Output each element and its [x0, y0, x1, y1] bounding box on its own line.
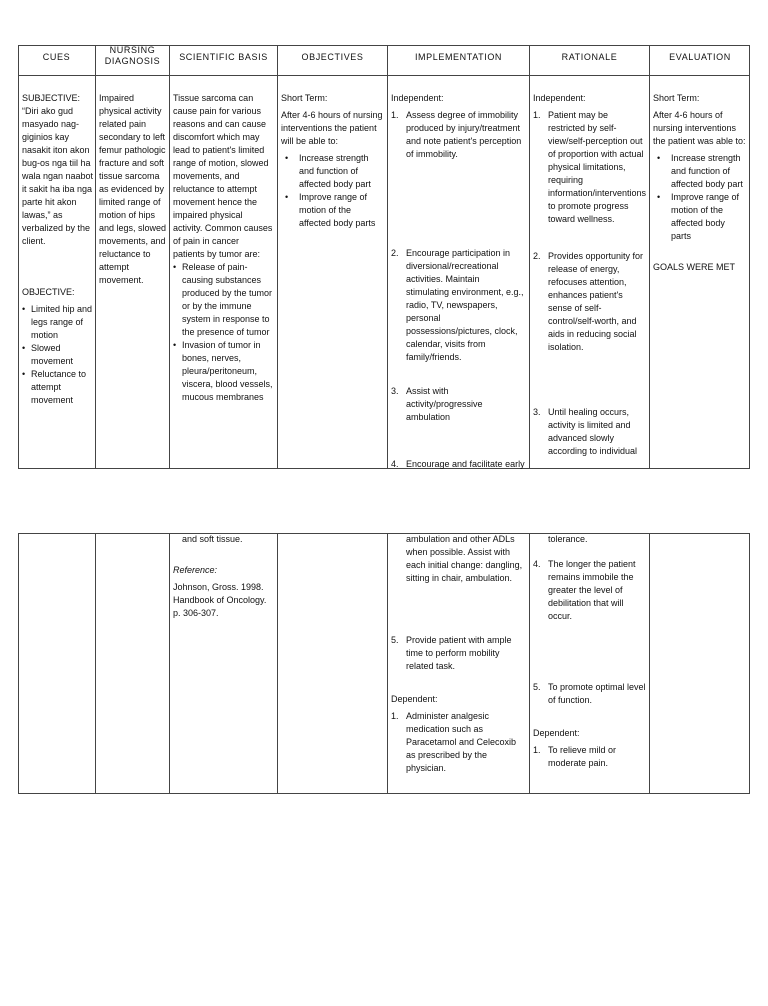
implementation-cell	[391, 92, 525, 469]
column-divider	[169, 45, 170, 469]
independent-label: Independent:	[391, 93, 444, 103]
evaluation-item: • Increase strength and function of affected body part	[657, 153, 743, 189]
column-divider	[529, 45, 530, 469]
rationale-item-start: 3. Until healing occurs, activity is limited and advanced slowly according to individual	[533, 407, 638, 456]
column-divider	[277, 533, 278, 794]
cues-cell	[22, 92, 94, 407]
reference-citation: Johnson, Gross. 1998. Handbook of Oncology. p. 306-307.	[173, 582, 267, 618]
rationale-item: 2. Provides opportunity for release of energy, refocuses attention, enhances patient's sense of self-control/self-worth, and aids in reducing social isolation.	[533, 251, 644, 352]
evaluation-cell	[653, 92, 747, 274]
header-objectives: OBJECTIVES	[301, 52, 364, 62]
column-divider	[95, 45, 96, 469]
pain-cause-item: • Invasion of tumor in bones, nerves, pleura/peritoneum, viscera, blood vessels, mucous membranes	[173, 340, 273, 402]
column-divider	[387, 45, 388, 469]
independent-label: Independent:	[533, 93, 586, 103]
evaluation-intro: After 4-6 hours of nursing interventions the patient was able to:	[653, 110, 746, 146]
scientific-basis-cell	[173, 92, 273, 405]
implementation-item: 1. Assess degree of immobility produced by injury/treatment and note patient's perception of immobility.	[391, 110, 522, 159]
implementation-item: 3. Assist with activity/progressive ambulation	[391, 386, 483, 422]
dependent-label: Dependent:	[533, 728, 580, 738]
rationale-item: 5. To promote optimal level of function.	[533, 682, 646, 705]
implementation-item-start: 4. Encourage and facilitate early	[391, 459, 525, 469]
objective-item: • Limited hip and legs range of motion	[22, 304, 93, 340]
implementation-continued	[391, 533, 525, 775]
rationale-item: 4. The longer the patient remains immobile the greater the level of debilitation that will occur.	[533, 559, 636, 621]
column-divider	[95, 533, 96, 794]
goals-result: GOALS WERE MET	[653, 262, 736, 272]
objectives-intro: After 4-6 hours of nursing interventions the patient will be able to:	[281, 110, 383, 146]
care-plan-table-part-1	[18, 45, 750, 469]
column-divider	[387, 533, 388, 794]
subjective-quote: “Diri ako gud masyado nag-giginios kay nasakit iton akon bug-os nga tiil ha wala ngan naabot it sakit ha iba nga parte hit akon lawas,” as verbalized by the client.	[22, 106, 94, 246]
care-plan-table-part-2	[18, 533, 750, 794]
rationale-cell	[533, 92, 647, 456]
objective-goal: • Improve range of motion of the affected body parts	[285, 192, 376, 228]
implementation-dependent-item: 1. Administer analgesic medication such as Paracetamol and Celecoxib as prescribed by the physician.	[391, 711, 517, 773]
rationale-dependent-item: 1. To relieve mild or moderate pain.	[533, 745, 617, 768]
column-divider	[529, 533, 530, 794]
header-cues: CUES	[42, 52, 71, 62]
diagnosis-cell	[99, 92, 167, 287]
column-divider	[277, 45, 278, 469]
pain-cause-item: • Release of pain-causing substances produced by the tumor or by the immune system in response to the presence of tumor	[173, 262, 273, 337]
rationale-continued	[533, 533, 646, 770]
header-evaluation: EVALUATION	[669, 52, 731, 62]
implementation-item: 5. Provide patient with ample time to perform mobility related task.	[391, 635, 512, 671]
objective-goal: • Increase strength and function of affected body part	[285, 153, 371, 189]
dependent-label: Dependent:	[391, 694, 438, 704]
subjective-label: SUBJECTIVE:	[22, 93, 81, 103]
evaluation-item: • Improve range of motion of the affected body parts	[657, 192, 740, 241]
header-divider	[18, 75, 750, 76]
column-divider	[169, 533, 170, 794]
header-nursing-diagnosis: NURSING DIAGNOSIS	[104, 45, 161, 66]
evaluation-label: Short Term:	[653, 93, 700, 103]
rationale-item: 1. Patient may be restricted by self-view/self-perception out of proportion with actual physical limitations, requiring information/interventions to promote progress toward wellness.	[533, 110, 647, 224]
header-scientific-basis: SCIENTIFIC BASIS	[179, 52, 268, 62]
pain-cause-continued: and soft tissue.	[182, 534, 243, 544]
rationale-item-continued: tolerance.	[548, 534, 588, 544]
scientific-basis-continued	[173, 533, 273, 620]
objectives-label: Short Term:	[281, 93, 328, 103]
objective-label: OBJECTIVE:	[22, 287, 75, 297]
diagnosis-text: Impaired physical activity related pain secondary to left femur pathologic fracture and soft tissue sarcoma as evidenced by limited range of motion of hips and legs, slowed movements, and reluctance to attempt movement.	[99, 93, 167, 285]
objective-item: • Reluctance to attempt movement	[22, 369, 87, 405]
column-divider	[649, 533, 650, 794]
objectives-cell	[281, 92, 383, 230]
implementation-item: 2. Encourage participation in diversional/recreational activities. Maintain stimulating environment, e.g., radio, TV, newspapers, personal possessions/pictures, clock, calendar, visits from family/friends.	[391, 248, 524, 362]
implementation-item-continued: ambulation and other ADLs when possible. Assist with each initial change: dangling, sitting in chair, ambulation.	[406, 534, 523, 583]
header-implementation: IMPLEMENTATION	[414, 52, 503, 62]
reference-label: Reference:	[173, 565, 218, 575]
column-divider	[649, 45, 650, 469]
scientific-basis-text: Tissue sarcoma can cause pain for various reasons and can cause discomfort which may lead to patient's limited range of motion, slowed movements, and reluctance to attempt movement hence the impaired physical activity. Common causes of pain in cancer patients by tumor are:	[173, 93, 273, 259]
header-rationale: RATIONALE	[561, 52, 618, 62]
objective-item: • Slowed movement	[22, 343, 74, 366]
